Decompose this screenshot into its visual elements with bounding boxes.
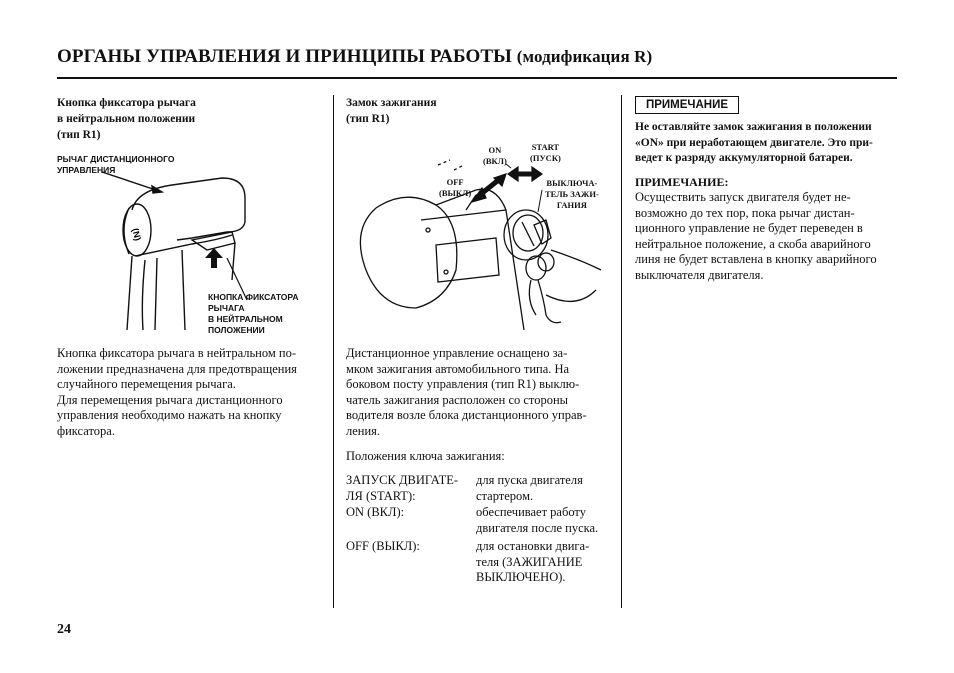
text-line: обеспечивает работу [476,505,586,519]
heading-line: Замок зажигания [346,97,437,109]
label-line: (ВЫКЛ) [439,188,472,198]
label-line: ГАНИЯ [556,200,587,210]
header-rule [57,77,897,79]
ignition-description [346,346,608,440]
ignition-heading [346,95,437,127]
text-line: ЛЯ (START): [346,488,416,503]
text-line: стартером. [476,488,534,503]
neutral-button-label [208,292,298,336]
text-line: ЗАПУСК ДВИГАТЕ- [346,473,459,487]
text-line: теля (ЗАЖИГАНИЕ [476,554,583,569]
heading-line: в нейтральном положении [57,113,196,125]
text-line: «ON» при неработающем двигателе. Это при- [635,136,873,149]
page-title-modification: (модификация R) [516,47,653,66]
text-line: водителя возле блока дистанционного управ- [346,408,587,423]
position-on-desc [476,505,598,536]
text-line: ведет к разряду аккумуляторной батареи. [635,152,853,165]
position-start-desc [476,473,583,504]
text-line: Дистанционное управление оснащено за- [346,346,568,360]
position-on-key [346,505,404,521]
label-line: ON [488,145,502,155]
page-title-main: ОРГАНЫ УПРАВЛЕНИЯ И ПРИНЦИПЫ РАБОТЫ [57,46,512,67]
text-line: управления необходимо нажать на кнопку [57,408,282,423]
text-line: возможно до тех пор, пока рычаг дистан- [635,205,855,220]
key-positions-intro: Положения ключа зажигания: [346,449,505,463]
text-line: для остановки двига- [476,539,590,553]
label-line: КНОПКА ФИКСАТОРА [208,292,299,302]
heading-line: (тип R1) [57,129,101,141]
label-line: РЫЧАГ ДИСТАНЦИОННОГО [57,154,175,164]
text-line: нейтральное положение, а скоба аварийного [635,236,871,251]
page-title [57,46,652,68]
svg-text:(N): (N) [130,227,144,242]
text-line: Осуществить запуск двигателя будет не- [635,190,851,204]
text-line: случайного перемещения рычага. [57,377,236,392]
text-line: ON (ВКЛ): [346,505,405,519]
position-off-key [346,539,420,555]
text-line: ВЫКЛЮЧЕНО). [476,570,566,585]
note-badge: ПРИМЕЧАНИЕ [635,96,739,114]
position-start-key [346,473,458,504]
column-divider-2 [621,95,622,608]
neutral-lock-description [57,346,319,440]
text-line: для пуска двигателя [476,473,583,487]
position-off-desc [476,539,589,586]
heading-line: (тип R1) [346,113,390,125]
text-line: двигателя после пуска. [476,520,599,535]
label-line: УПРАВЛЕНИЯ [57,165,116,175]
label-line: START [531,142,560,152]
text-line: ционного управление не будет переведен в [635,221,863,236]
label-line: (ВКЛ) [483,156,507,166]
note-text [635,190,897,284]
heading-line: Кнопка фиксатора рычага [57,97,196,109]
neutral-lock-heading [57,95,196,143]
label-line: (ПУСК) [530,153,561,163]
text-line: Не оставляйте замок зажигания в положении [635,121,872,133]
text-line: выключателя двигателя. [635,267,764,282]
battery-warning [635,120,897,167]
text-line: Для перемещения рычага дистанционного [57,392,283,407]
text-line: мком зажигания автомобильного типа. На [346,361,570,376]
label-line: В НЕЙТРАЛЬНОМ [208,314,283,324]
text-line: боковом посту управления (тип R1) выклю- [346,377,580,392]
text-line: фиксатора. [57,423,115,438]
label-line: РЫЧАГА [208,303,245,313]
text-line: чатель зажигания расположен со стороны [346,392,569,407]
text-line: OFF (ВЫКЛ): [346,539,420,553]
text-line: ложении предназначена для предотвращения [57,361,297,376]
page-number: 24 [57,622,71,637]
ignition-switch-illustration [346,150,606,330]
label-line: ПОЛОЖЕНИИ [208,325,265,335]
label-line: ТЕЛЬ ЗАЖИ- [545,189,599,199]
text-line: ления. [346,423,381,438]
text-line: Кнопка фиксатора рычага в нейтральном по- [57,346,297,360]
text-line: линя не будет вставлена в кнопку аварийного [635,252,877,267]
label-line: OFF [446,177,464,187]
label-line: ВЫКЛЮЧА- [546,178,598,188]
note-heading: ПРИМЕЧАНИЕ: [635,175,729,189]
